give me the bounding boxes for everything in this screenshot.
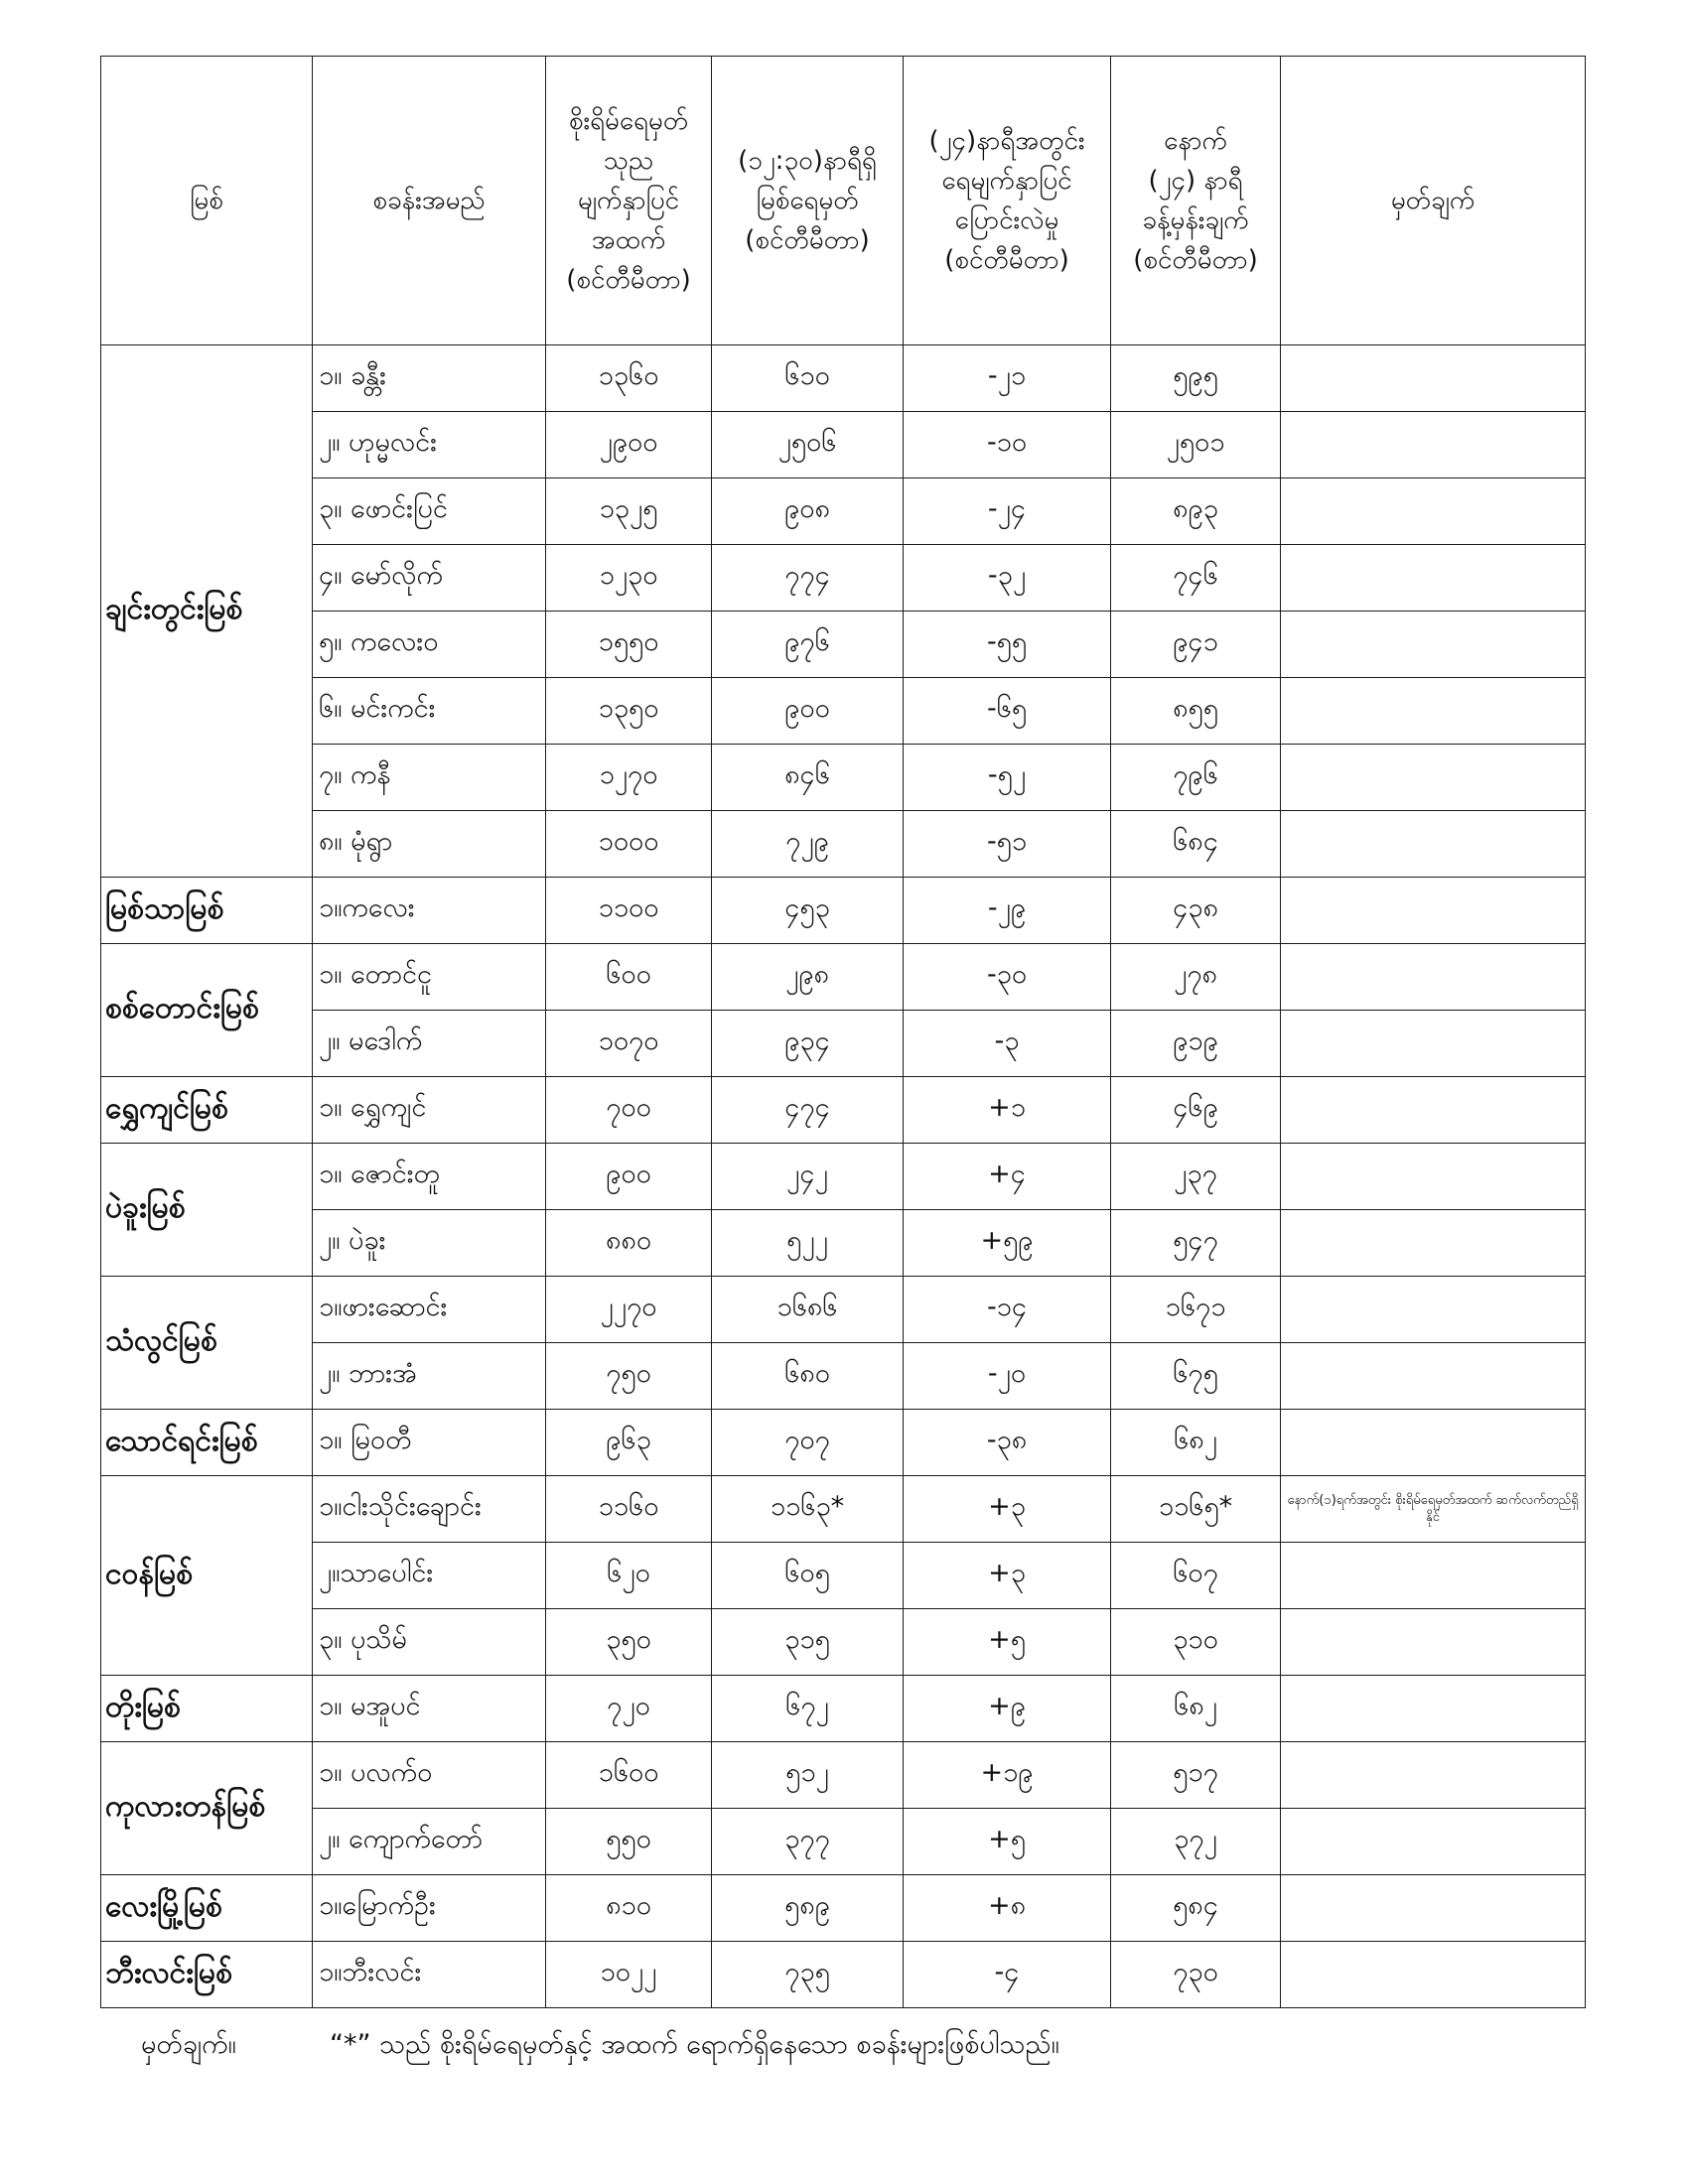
forecast-cell: ၂၃၇ — [1111, 1144, 1281, 1210]
remark-cell — [1281, 1011, 1586, 1077]
water-level-table — [100, 56, 1586, 2008]
station-name-cell: ၁။ ရွှေကျင် — [313, 1077, 546, 1144]
footnote-label: မှတ်ချက်။ — [141, 2029, 236, 2060]
table-row — [101, 478, 1586, 545]
station-name-cell: ၆။ မင်းကင်း — [313, 678, 546, 745]
table-row — [101, 1011, 1586, 1077]
river-name-cell: လေးမြို့မြစ် — [101, 1875, 313, 1942]
remark-cell — [1281, 1809, 1586, 1875]
header-line: ရေမျက်နှာပြင် — [941, 166, 1072, 196]
header-danger-level — [546, 57, 712, 345]
current-level-cell: ၆၇၂ — [712, 1676, 904, 1742]
table-row — [101, 1277, 1586, 1343]
change-cell: -၂၁ — [904, 345, 1111, 412]
station-name-cell: ၂။ ဟုမ္မလင်း — [313, 412, 546, 478]
header-line: မြစ် — [190, 186, 223, 215]
danger-level-cell: ၁၀၇၀ — [546, 1011, 712, 1077]
change-cell: -၃၈ — [904, 1410, 1111, 1476]
header-remarks — [1281, 57, 1586, 345]
danger-level-cell: ၁၂၃၀ — [546, 545, 712, 612]
remark-cell — [1281, 1144, 1586, 1210]
table-row — [101, 1676, 1586, 1742]
river-name-cell: ငဝန်မြစ် — [101, 1476, 313, 1676]
remark-cell — [1281, 412, 1586, 478]
header-line: မှတ်ချက် — [1390, 186, 1476, 215]
current-level-cell: ၆၈၀ — [712, 1343, 904, 1410]
remark-cell — [1281, 1942, 1586, 2008]
current-level-cell: ၃၇၇ — [712, 1809, 904, 1875]
danger-level-cell: ၁၀၀၀ — [546, 811, 712, 878]
current-level-cell: ၅၁၂ — [712, 1742, 904, 1809]
current-level-cell: ၁၁၆၃* — [712, 1476, 904, 1543]
change-cell: -၁၄ — [904, 1277, 1111, 1343]
header-line: (၂၄) နာရီ — [1148, 166, 1243, 196]
remark-cell — [1281, 1210, 1586, 1277]
change-cell: +၄ — [904, 1144, 1111, 1210]
header-line: ခန့်မှန်းချက် — [1142, 205, 1249, 235]
remark-cell — [1281, 944, 1586, 1011]
table-row — [101, 944, 1586, 1011]
header-line: (စင်တီမီတာ) — [745, 225, 870, 255]
forecast-cell: ၉၄၁ — [1111, 612, 1281, 678]
forecast-cell: ၈၅၅ — [1111, 678, 1281, 745]
forecast-cell: ၄၆၉ — [1111, 1077, 1281, 1144]
remark-cell — [1281, 1742, 1586, 1809]
current-level-cell: ၅၈၉ — [712, 1875, 904, 1942]
river-name-cell: သံလွင်မြစ် — [101, 1277, 313, 1410]
change-cell: -၅၅ — [904, 612, 1111, 678]
change-cell: -၂၄ — [904, 478, 1111, 545]
current-level-cell: ၉၀၀ — [712, 678, 904, 745]
table-row — [101, 745, 1586, 811]
header-line: (စင်တီမီတာ) — [566, 265, 691, 295]
river-name-cell: စစ်တောင်းမြစ် — [101, 944, 313, 1077]
current-level-cell: ၂၅၀၆ — [712, 412, 904, 478]
danger-level-cell: ၁၅၅၀ — [546, 612, 712, 678]
change-cell: +၅ — [904, 1609, 1111, 1676]
table-row — [101, 1476, 1586, 1543]
danger-level-cell: ၁၃၆၀ — [546, 345, 712, 412]
station-name-cell: ၁။ တောင်ငူ — [313, 944, 546, 1011]
change-cell: -၁၀ — [904, 412, 1111, 478]
remark-cell — [1281, 678, 1586, 745]
table-row — [101, 545, 1586, 612]
remark-cell — [1281, 478, 1586, 545]
header-line: (စင်တီမီတာ) — [944, 245, 1069, 275]
table-row — [101, 1609, 1586, 1676]
danger-level-cell: ၇၅၀ — [546, 1343, 712, 1410]
table-row — [101, 811, 1586, 878]
header-line: နောက် — [1164, 126, 1227, 156]
river-name-cell: ဘီးလင်းမြစ် — [101, 1942, 313, 2008]
header-current-level — [712, 57, 904, 345]
remark-cell — [1281, 1343, 1586, 1410]
danger-level-cell: ၁၁၀၀ — [546, 878, 712, 944]
table-row — [101, 1809, 1586, 1875]
remark-cell — [1281, 1609, 1586, 1676]
river-name-cell: ကုလားတန်မြစ် — [101, 1742, 313, 1875]
remark-cell — [1281, 745, 1586, 811]
change-cell: -၂၉ — [904, 878, 1111, 944]
station-name-cell: ၁။ ခန္တီး — [313, 345, 546, 412]
forecast-cell: ၃၁၀ — [1111, 1609, 1281, 1676]
station-name-cell: ၂။သာပေါင်း — [313, 1543, 546, 1609]
danger-level-cell: ၃၅၀ — [546, 1609, 712, 1676]
header-river — [101, 57, 313, 345]
station-name-cell: ၁။မြောက်ဦး — [313, 1875, 546, 1942]
danger-level-cell: ၁၃၅၀ — [546, 678, 712, 745]
current-level-cell: ၄၅၃ — [712, 878, 904, 944]
table-row — [101, 1543, 1586, 1609]
footnote-text: “*” သည် စိုးရိမ်ရေမှတ်နှင့် အထက် ရောက်ရှိနေသော စခန်းများဖြစ်ပါသည်။ — [330, 2029, 1059, 2060]
forecast-cell: ၇၃၀ — [1111, 1942, 1281, 2008]
forecast-cell: ၆၈၄ — [1111, 811, 1281, 878]
station-name-cell: ၄။ မော်လိုက် — [313, 545, 546, 612]
station-name-cell: ၁။ ဇောင်းတူ — [313, 1144, 546, 1210]
change-cell: -၃၂ — [904, 545, 1111, 612]
change-cell: +၅၉ — [904, 1210, 1111, 1277]
header-line: မြစ်ရေမှတ် — [756, 186, 859, 215]
station-name-cell: ၃။ ဖောင်းပြင် — [313, 478, 546, 545]
station-name-cell: ၁။ မအူပင် — [313, 1676, 546, 1742]
header-line: စိုးရိမ်ရေမှတ် — [568, 106, 689, 136]
remark-cell — [1281, 811, 1586, 878]
change-cell: +၈ — [904, 1875, 1111, 1942]
change-cell: +၃ — [904, 1476, 1111, 1543]
forecast-cell: ၁၆၇၁ — [1111, 1277, 1281, 1343]
danger-level-cell: ၉၆၃ — [546, 1410, 712, 1476]
remark-cell — [1281, 545, 1586, 612]
table-row — [101, 412, 1586, 478]
change-cell: +၉ — [904, 1676, 1111, 1742]
station-name-cell: ၁။ကလေး — [313, 878, 546, 944]
header-line: သုည — [603, 146, 654, 176]
current-level-cell: ၄၇၄ — [712, 1077, 904, 1144]
danger-level-cell: ၉၀၀ — [546, 1144, 712, 1210]
station-name-cell: ၃။ ပုသိမ် — [313, 1609, 546, 1676]
forecast-cell: ၇၉၆ — [1111, 745, 1281, 811]
river-name-cell: ရွှေကျင်မြစ် — [101, 1077, 313, 1144]
header-station — [313, 57, 546, 345]
remark-cell — [1281, 1410, 1586, 1476]
forecast-cell: ၅၉၅ — [1111, 345, 1281, 412]
table-row — [101, 878, 1586, 944]
danger-level-cell: ၈၈၀ — [546, 1210, 712, 1277]
remark-cell — [1281, 612, 1586, 678]
header-line: ပြောင်းလဲမှု — [954, 205, 1059, 235]
current-level-cell: ၆၀၅ — [712, 1543, 904, 1609]
station-name-cell: ၂။ ဘားအံ — [313, 1343, 546, 1410]
remark-cell — [1281, 1077, 1586, 1144]
change-cell: +၃ — [904, 1543, 1111, 1609]
river-name-cell: သောင်ရင်းမြစ် — [101, 1410, 313, 1476]
current-level-cell: ၃၁၅ — [712, 1609, 904, 1676]
danger-level-cell: ၁၁၆၀ — [546, 1476, 712, 1543]
forecast-cell: ၆၇၅ — [1111, 1343, 1281, 1410]
current-level-cell: ၁၆၈၆ — [712, 1277, 904, 1343]
station-name-cell: ၁။ဖားဆောင်း — [313, 1277, 546, 1343]
forecast-cell: ၄၃၈ — [1111, 878, 1281, 944]
header-forecast-24h — [1111, 57, 1281, 345]
change-cell: +၁ — [904, 1077, 1111, 1144]
change-cell: -၃၀ — [904, 944, 1111, 1011]
table-row — [101, 1410, 1586, 1476]
remark-cell — [1281, 1676, 1586, 1742]
current-level-cell: ၉၀၈ — [712, 478, 904, 545]
danger-level-cell: ၆၂၀ — [546, 1543, 712, 1609]
danger-level-cell: ၂၂၇၀ — [546, 1277, 712, 1343]
table-body — [101, 345, 1586, 2008]
table-row — [101, 345, 1586, 412]
current-level-cell: ၉၃၄ — [712, 1011, 904, 1077]
forecast-cell: ၅၄၇ — [1111, 1210, 1281, 1277]
current-level-cell: ၆၁၀ — [712, 345, 904, 412]
table-row — [101, 1144, 1586, 1210]
header-change-24h — [904, 57, 1111, 345]
table-row — [101, 1742, 1586, 1809]
river-name-cell: မြစ်သာမြစ် — [101, 878, 313, 944]
danger-level-cell: ၇၂၀ — [546, 1676, 712, 1742]
station-name-cell: ၅။ ကလေးဝ — [313, 612, 546, 678]
table-row — [101, 1343, 1586, 1410]
current-level-cell: ၉၇၆ — [712, 612, 904, 678]
change-cell: -၆၅ — [904, 678, 1111, 745]
forecast-cell: ၅၈၄ — [1111, 1875, 1281, 1942]
header-line: (၁၂:၃၀)နာရီရှိ — [738, 146, 877, 176]
table-row — [101, 612, 1586, 678]
header-row — [101, 57, 1586, 345]
danger-level-cell: ၁၀၂၂ — [546, 1942, 712, 2008]
remark-cell — [1281, 345, 1586, 412]
table-row — [101, 1077, 1586, 1144]
header-line: (စင်တီမီတာ) — [1133, 245, 1258, 275]
danger-level-cell: ၈၁၀ — [546, 1875, 712, 1942]
change-cell: -၄ — [904, 1942, 1111, 2008]
table-row — [101, 1875, 1586, 1942]
remark-cell — [1281, 1875, 1586, 1942]
change-cell: -၅၁ — [904, 811, 1111, 878]
forecast-cell: ၂၅၀၁ — [1111, 412, 1281, 478]
danger-level-cell: ၅၅၀ — [546, 1809, 712, 1875]
header-line: စခန်းအမည် — [372, 186, 486, 215]
current-level-cell: ၂၄၂ — [712, 1144, 904, 1210]
change-cell: -၂၀ — [904, 1343, 1111, 1410]
table-row — [101, 1942, 1586, 2008]
station-name-cell: ၁။ငါးသိုင်းချောင်း — [313, 1476, 546, 1543]
header-line: အထက် — [591, 225, 666, 255]
forecast-cell: ၈၉၃ — [1111, 478, 1281, 545]
footnote — [141, 2027, 1571, 2067]
river-name-cell: ချင်းတွင်းမြစ် — [101, 345, 313, 878]
header-line: မျက်နှာပြင် — [577, 186, 680, 215]
station-name-cell: ၂။ ကျောက်တော် — [313, 1809, 546, 1875]
danger-level-cell: ၇၀၀ — [546, 1077, 712, 1144]
danger-level-cell: ၁၆၀၀ — [546, 1742, 712, 1809]
station-name-cell: ၇။ ကနီ — [313, 745, 546, 811]
change-cell: -၃ — [904, 1011, 1111, 1077]
current-level-cell: ၅၂၂ — [712, 1210, 904, 1277]
change-cell: +၁၉ — [904, 1742, 1111, 1809]
forecast-cell: ၃၇၂ — [1111, 1809, 1281, 1875]
forecast-cell: ၁၁၆၅* — [1111, 1476, 1281, 1543]
station-name-cell: ၈။ မုံရွာ — [313, 811, 546, 878]
current-level-cell: ၂၉၈ — [712, 944, 904, 1011]
remark-cell — [1281, 1277, 1586, 1343]
forecast-cell: ၆၀၇ — [1111, 1543, 1281, 1609]
header-line: (၂၄)နာရီအတွင်း — [928, 126, 1085, 156]
forecast-cell: ၆၈၂ — [1111, 1410, 1281, 1476]
current-level-cell: ၈၄၆ — [712, 745, 904, 811]
forecast-cell: ၇၄၆ — [1111, 545, 1281, 612]
station-name-cell: ၂။ မဒေါက် — [313, 1011, 546, 1077]
danger-level-cell: ၂၉၀၀ — [546, 412, 712, 478]
remark-cell — [1281, 878, 1586, 944]
current-level-cell: ၇၇၄ — [712, 545, 904, 612]
river-name-cell: တိုးမြစ် — [101, 1676, 313, 1742]
current-level-cell: ၇၂၉ — [712, 811, 904, 878]
danger-level-cell: ၁၃၂၅ — [546, 478, 712, 545]
forecast-cell: ၂၇၈ — [1111, 944, 1281, 1011]
danger-level-cell: ၁၂၇၀ — [546, 745, 712, 811]
station-name-cell: ၁။ မြဝတီ — [313, 1410, 546, 1476]
table-row — [101, 678, 1586, 745]
table-row — [101, 1210, 1586, 1277]
remark-cell — [1281, 1543, 1586, 1609]
current-level-cell: ၇၃၅ — [712, 1942, 904, 2008]
change-cell: -၅၂ — [904, 745, 1111, 811]
forecast-cell: ၉၁၉ — [1111, 1011, 1281, 1077]
forecast-cell: ၅၁၇ — [1111, 1742, 1281, 1809]
station-name-cell: ၁။ဘီးလင်း — [313, 1942, 546, 2008]
remark-cell: နောက်(၁)ရက်အတွင်း စိုးရိမ်ရေမှတ်အထက် ဆက်လက်တည်ရှိနိုင် — [1281, 1476, 1586, 1543]
danger-level-cell: ၆၀၀ — [546, 944, 712, 1011]
current-level-cell: ၇၀၇ — [712, 1410, 904, 1476]
forecast-cell: ၆၈၂ — [1111, 1676, 1281, 1742]
station-name-cell: ၁။ ပလက်ဝ — [313, 1742, 546, 1809]
station-name-cell: ၂။ ပဲခူး — [313, 1210, 546, 1277]
river-name-cell: ပဲခူးမြစ် — [101, 1144, 313, 1277]
change-cell: +၅ — [904, 1809, 1111, 1875]
